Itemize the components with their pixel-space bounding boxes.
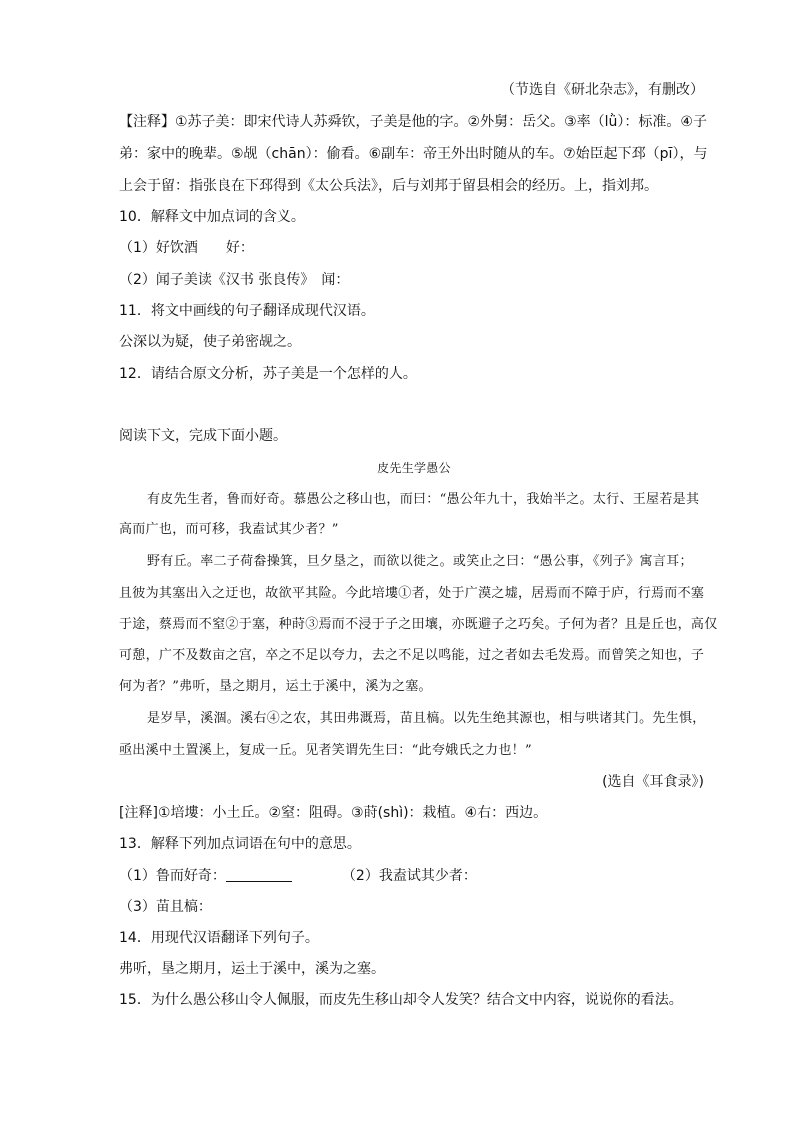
- notes-line-3: 上会于留：指张良在下邳得到《太公兵法》，后与刘邦于留县相会的经历。上，指刘邦。: [119, 178, 658, 194]
- question-15: 15．为什么愚公移山令人佩服，而皮先生移山却令人发笑？结合文中内容，说说你的看法。: [119, 992, 683, 1008]
- question-13: 13．解释下列加点词语在句中的意思。: [119, 836, 361, 852]
- question-13-2: （2）我盍试其少者：: [341, 868, 477, 884]
- question-13-3: （3）苗且槁：: [119, 899, 212, 915]
- passage-title: 皮先生学愚公: [377, 461, 451, 475]
- passage-p2-line-3: 于途，蔡焉而不窒②于塞，种莳③焉而不浸于子之田壤，亦既避子之巧矣。子何为者？且是丘也，高仅: [119, 617, 718, 632]
- passage-p2-line-5: 何为者？”弗听，垦之期月，运土于溪中，溪为之塞。: [119, 679, 432, 694]
- passage-p2-line-2: 且彼为其塞出入之迂也，故欲平其险。今此培塿①者，处于广漠之墟，居焉而不障于庐，行焉而不塞: [119, 586, 705, 601]
- source-citation-2: (选自《耳食录》): [602, 774, 704, 790]
- question-10-1: （1）好饮酒 好：: [119, 240, 254, 256]
- reading-intro: 阅读下文，完成下面小题。: [119, 428, 287, 444]
- question-14-sentence: 弗听，垦之期月，运土于溪中，溪为之塞。: [119, 961, 385, 977]
- question-12: 12．请结合原文分析，苏子美是一个怎样的人。: [119, 366, 417, 382]
- question-14: 14．用现代汉语翻译下列句子。: [119, 930, 319, 946]
- passage-p1-line-1: 有皮先生者，鲁而好奇。慕愚公之移山也，而曰：“愚公年九十，我始半之。太行、王屋若是其: [147, 492, 700, 507]
- question-13-row: [119, 866, 709, 886]
- question-10-2: （2）闻子美读《汉书 张良传》 闻：: [119, 272, 350, 288]
- question-10: 10．解释文中加点词的含义。: [119, 209, 305, 225]
- notes-line-1: 【注释】①苏子美：即宋代诗人苏舜钦，子美是他的字。②外舅：岳父。③率（lǜ）：标准。④子: [119, 114, 707, 130]
- passage-p2-line-4: 可憩，广不及数亩之宫，卒之不足以夸力，去之不足以鸣能，过之者如去毛发焉。而曾笑之知也，子: [119, 648, 705, 663]
- passage-notes: [注释]①培塿：小土丘。②窒：阻碍。③莳(shì)：栽植。④右：西边。: [119, 805, 548, 821]
- question-11: 11．将文中画线的句子翻译成现代汉语。: [119, 303, 375, 319]
- passage-p2-line-1: 野有丘。率二子荷畚操箕，旦夕垦之，而欲以徙之。或笑止之曰：“愚公事，《列子》寓言耳；: [147, 554, 693, 569]
- answer-blank[interactable]: [226, 867, 292, 882]
- question-11-sentence: 公深以为疑，使子弟密觇之。: [119, 334, 301, 350]
- notes-line-2: 弟：家中的晚辈。⑤觇（chān）：偷看。⑥副车：帝王外出时随从的车。⑦始臣起下邳（pī），与: [119, 146, 708, 162]
- source-citation-1: （节选自《研北杂志》，有删改）: [501, 82, 704, 98]
- question-13-1: （1）鲁而好奇：: [119, 868, 226, 884]
- passage-p3-line-2: 亟出溪中土置溪上，复成一丘。见者笑谓先生曰：“此夸娥氏之力也！”: [119, 743, 532, 758]
- passage-p3-line-1: 是岁旱，溪涸。溪右④之农，其田弗溉焉，苗且槁。以先生绝其源也，相与哄诸其门。先生惧，: [147, 711, 706, 726]
- passage-p1-line-2: 高而广也，而可移，我盍试其少者？”: [119, 522, 339, 537]
